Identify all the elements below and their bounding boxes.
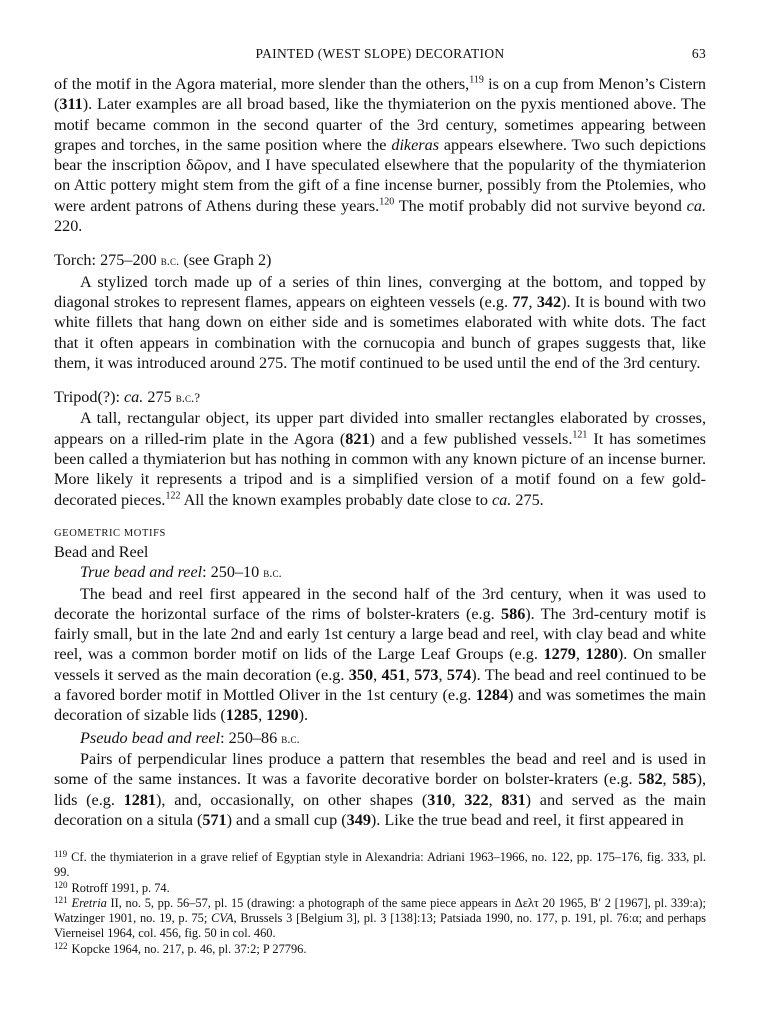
footnote-122: $^{122}$ Kopcke 1964, no. 217, p. 46, pl. 37:2; P 27796. — [54, 940, 307, 956]
footnote-ref[interactable]: 122 — [165, 490, 181, 502]
subheading-true-bead-reel: True bead and reel: 250–10 b.c. — [80, 563, 282, 582]
body-text — [54, 74, 706, 830]
footnote-ref[interactable]: 121 — [572, 429, 588, 441]
paragraph-pseudo-bead-reel: Pairs of perpendicular lines produce a pattern that resembles the bead and reel and is used in some of the same instances. It was a favorite decorative border on bolster-kraters (e.g. 582, 585), lids (e.g. 1281), and, occasionally, on other shapes (310, 322, 831) and served as the main decoration on a situla (571) and a small cup (349). Like the true bead and reel, it first appeared in — [54, 749, 707, 829]
catalog-ref: 311 — [59, 95, 83, 114]
subheading-pseudo-bead-reel: Pseudo bead and reel: 250–86 b.c. — [80, 728, 300, 747]
footnote-ref[interactable]: 120 — [379, 196, 395, 208]
footnote-ref[interactable]: 119 — [469, 74, 484, 86]
running-head — [54, 46, 706, 66]
paragraph-true-bead-reel: The bead and reel first appeared in the second half of the 3rd century, when it was used to decorate the horizontal surface of the rims of bolster-kraters (e.g. 586). The 3rd-century motif is fairly small, but in the late 2nd and early 1st century a large bead and reel, with clay bead and white reel, was a common border motif on lids of the Large Leaf Groups (e.g. 1279, 1280). On smaller vessels it served as the main decoration (e.g. 350, 451, 573, 574). The bead and reel continued to be a favored border motif in Mottled Oliver in the 1st century (e.g. 1284) and was sometimes the main decoration of sizable lids (1285, 1290). — [54, 584, 707, 725]
heading-torch: Torch: 275–200 b.c. (see Graph 2) — [54, 251, 272, 270]
page-number: 63 — [691, 46, 706, 61]
heading-bead-and-reel: Bead and Reel — [54, 542, 149, 561]
paragraph-tripod: A tall, rectangular object, its upper part divided into smaller rectangles elaborated by crosses, appears on a rilled-rim plate in the Agora (821) and a few published vessels.$^{121}$ It has sometimes been called a thymiaterion but has nothing in common with any known picture of an incense burner. More likely it represents a tripod and is a simplified version of a motif found on a few gold-decorated pieces.$^{122}$ All the known examples probably date close to ca. 275. — [54, 409, 706, 509]
footnotes — [54, 850, 706, 957]
running-title: PAINTED (WEST SLOPE) DECORATION — [255, 46, 505, 61]
footnote-119: $^{119}$ Cf. the thymiaterion in a grave relief of Egyptian style in Alexandria: Adriani 1963–1966, no. 122, pp. 175–176, fig. 333, pl. 99. — [54, 849, 706, 880]
footnote-121: $^{121}$ Eretria II, no. 5, pp. 56–57, pl. 15 (drawing: a photograph of the same piece appears in Δελτ 20 1965, Β′ 2 [1967], pl. 339:a); Watzinger 1901, no. 19, p. 75; CVA, Brussels 3 [Belgium 3], pl. 3 [138]:13; Patsiada 1990, no. 177, p. 191, pl. 76:α; and perhaps Vierneisel 1964, col. 456, fig. 50 in col. 460. — [54, 894, 707, 941]
section-heading-geometric: GEOMETRIC MOTIFS — [54, 527, 166, 539]
heading-tripod: Tripod(?): ca. 275 b.c.? — [54, 388, 200, 407]
paragraph-torch: A stylized torch made up of a series of thin lines, converging at the bottom, and topped by diagonal strokes to represent flames, appears on eighteen vessels (e.g. 77, 342). It is bound with two white fillets that hang down on either side and is sometimes elaborated with white dots. The fact that it often appears in combination with the cornucopia and bunch of grapes suggests that, like them, it was introduced around 275. The motif continued to be used until the end of the 3rd century. — [54, 272, 707, 372]
paragraph-thymiaterion-cont: of the motif in the Agora material, more slender than the others,$^{119}$ is on a cup from Menon’s Cistern (311). Later examples are all broad based, like the thymiaterion on the pyxis mentioned above. The motif became common in the second quarter of the 3rd century, sometimes appearing between grapes and torches, in the same position where the dikeras appears elsewhere. Two such depictions bear the inscription δῶρον, and I have speculated elsewhere that the popularity of the thymiaterion on Attic pottery might stem from the gift of a fine incense burner, possibly from the Ptolemies, who were ardent patrons of Athens during these years.$^{120}$ The motif probably did not survive beyond ca. 220. — [54, 74, 706, 236]
footnote-120: $^{120}$ Rotroff 1991, p. 74. — [54, 879, 170, 895]
